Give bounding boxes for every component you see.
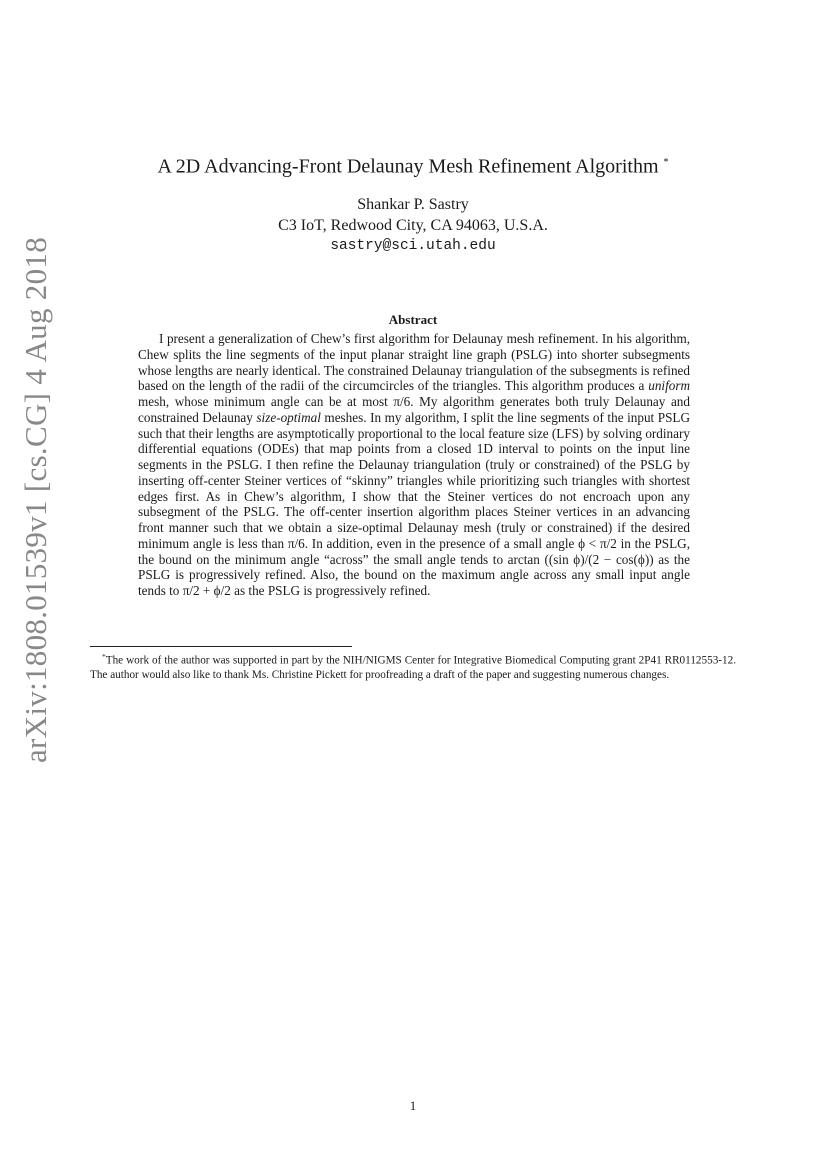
footnote-text: The work of the author was supported in part by the NIH/NIGMS Center for Integrative Biomedical Computing grant 2P41 RR0112553-12. The author would also like to thank Ms. Christine Pickett for proofreading a draft of the paper and suggesting numerous changes.	[90, 654, 736, 682]
footnote-rule	[90, 646, 352, 647]
author-block	[90, 194, 736, 257]
paper-title	[90, 150, 736, 180]
abstract-emphasis-uniform: uniform	[648, 378, 690, 394]
author-name: Shankar P. Sastry	[357, 196, 469, 213]
abstract-body	[138, 331, 690, 599]
abstract-text-1: I present a generalization of Chew’s first algorithm for Delaunay mesh refinement. In his algorithm, Chew splits the line segments of the input planar straight line graph (PSLG) into shorter subsegments whose lengths are nearly identical. The constrained Delaunay triangulation of the subsegments is refined based on the length of the radii of the circumcircles of the triangles. This algorithm produces a	[138, 331, 690, 394]
author-affiliation: C3 IoT, Redwood City, CA 94063, U.S.A.	[278, 217, 548, 234]
abstract-text-2: mesh, whose minimum angle can be at most π/6. My algorithm generates both truly Delaunay and constrained Delaunay	[138, 394, 690, 425]
abstract-text-3: meshes. In my algorithm, I split the line segments of the input PSLG such that their lengths are asymptotically proportional to the local feature size (LFS) by solving ordinary differential equations (ODEs) that map points from a closed 1D interval to points on the input line segments in the PSLG. I then refine the Delaunay triangulation (truly or constrained) of the PSLG by inserting off-center Steiner vertices of “skinny” triangles while prioritizing such triangles with shortest edges first. As in Chew’s algorithm, I show that the Steiner vertices do not encroach upon any subsegment of the PSLG. The off-center insertion algorithm places Steiner vertices in an advancing front manner such that we obtain a size-optimal Delaunay mesh (truly or constrained) if the desired minimum angle is less than π/6. In addition, even in the presence of a small angle ϕ < π/2 in the PSLG, the bound on the minimum angle “across” the small angle tends to arctan ((sin ϕ)/(2 − cos(ϕ)) as the PSLG is progressively refined. Also, the bound on the maximum angle across any small input angle tends to π/2 + ϕ/2 as the PSLG is progressively refined.	[138, 409, 690, 598]
arxiv-identifier-stamp	[16, 200, 56, 800]
page-number: 1	[409, 1098, 417, 1113]
author-email: sastry@sci.utah.edu	[330, 238, 496, 254]
title-footnote-mark: *	[663, 157, 669, 168]
arxiv-identifier-text: arXiv:1808.01539v1 [cs.CG] 4 Aug 2018	[18, 236, 54, 764]
footnote	[90, 650, 736, 683]
footnote-mark: *	[102, 652, 106, 661]
abstract-heading: Abstract	[388, 312, 438, 327]
abstract-emphasis-size-optimal: size-optimal	[256, 409, 321, 425]
paper-title-text: A 2D Advancing-Front Delaunay Mesh Refinement Algorithm	[157, 155, 659, 178]
